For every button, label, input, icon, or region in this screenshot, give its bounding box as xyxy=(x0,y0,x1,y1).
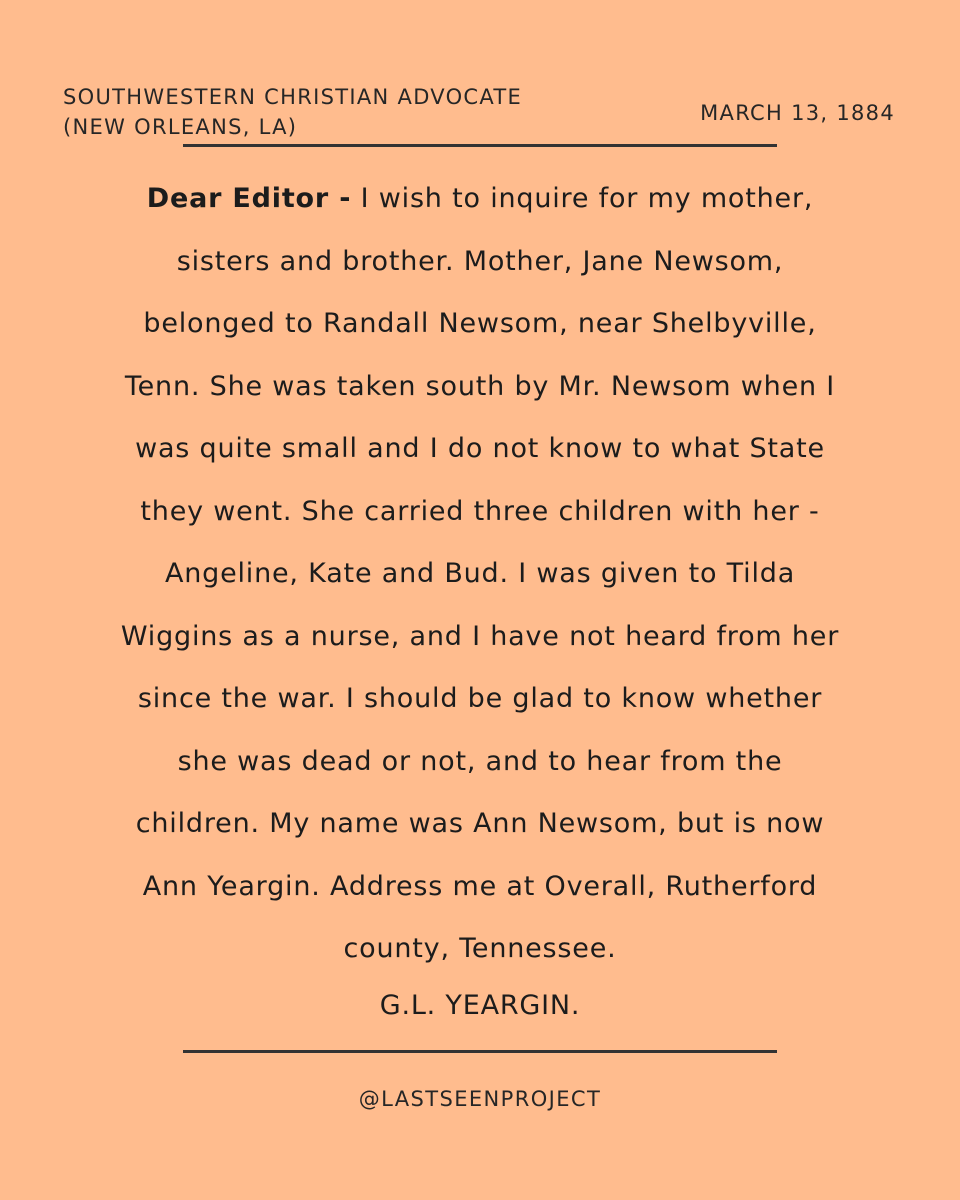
letter-line: Tenn. She was taken south by Mr. Newsom when I xyxy=(124,370,836,402)
letter-line: Wiggins as a nurse, and I have not heard from her xyxy=(120,620,840,652)
letter-line: they went. She carried three children with her - xyxy=(140,495,820,527)
letter-signature: G.L. YEARGIN. xyxy=(379,990,581,1021)
publication-name xyxy=(63,82,583,142)
letter-line: belonged to Randall Newsom, near Shelbyville, xyxy=(143,308,817,339)
publication-title: SOUTHWESTERN CHRISTIAN ADVOCATE xyxy=(63,85,523,109)
letter-line: since the war. I should be glad to know whether xyxy=(137,683,823,714)
top-divider xyxy=(183,144,777,147)
letter-line: she was dead or not, and to hear from the xyxy=(177,745,783,777)
newspaper-header xyxy=(63,82,895,142)
publication-date: MARCH 13, 1884 xyxy=(700,101,895,125)
social-handle: @LASTSEENPROJECT xyxy=(358,1087,602,1111)
letter-line: children. My name was Ann Newsom, but is now xyxy=(135,808,825,839)
letter-line: was quite small and I do not know to what State xyxy=(135,433,825,464)
letter-line: Angeline, Kate and Bud. I was given to Tilda xyxy=(164,558,796,589)
letter-line: county, Tennessee. xyxy=(343,933,617,964)
letter-line: Ann Yeargin. Address me at Overall, Rutherford xyxy=(142,870,818,902)
letter-salutation: Dear Editor - xyxy=(146,183,352,214)
letter-body xyxy=(60,168,900,981)
bottom-divider xyxy=(183,1050,777,1053)
publication-location: (NEW ORLEANS, LA) xyxy=(63,115,298,139)
letter-line: I wish to inquire for my mother, xyxy=(360,183,814,214)
letter-line: sisters and brother. Mother, Jane Newsom, xyxy=(176,245,784,277)
